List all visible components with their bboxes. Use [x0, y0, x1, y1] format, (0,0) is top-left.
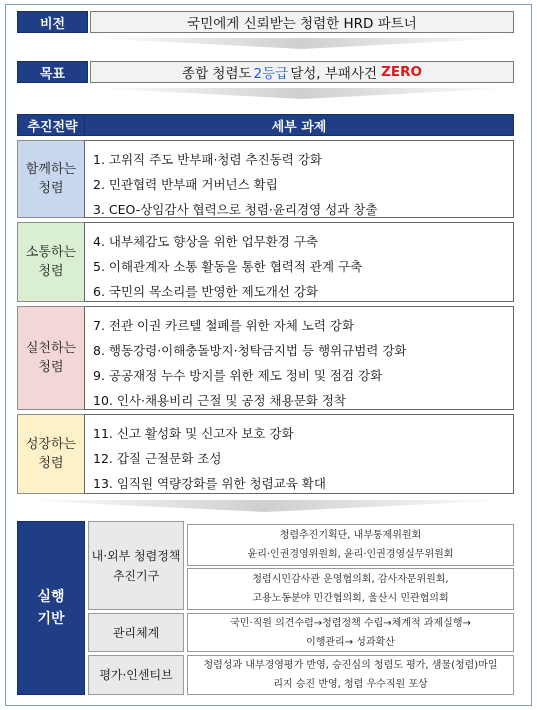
info-line: 청렴추진기획단, 내부통제위원회 [279, 530, 422, 541]
separator-1 [90, 36, 514, 50]
foundation-label-line1: 실행 [37, 589, 65, 605]
vision-text: 국민에게 신뢰받는 청렴한 HRD 파트너 [90, 11, 514, 33]
strategy-header: 추진전략 [17, 114, 88, 136]
strategy-grow-tasks [84, 414, 514, 494]
sub-label-line1: 관리체계 [112, 625, 160, 640]
strategy-together-tasks [84, 140, 514, 218]
strategy-label-line1: 소통하는 [25, 245, 77, 260]
sub-label-line1: 내·외부 청렴정책 [91, 548, 181, 563]
goal-text-before: 종합 청렴도 [182, 66, 252, 82]
task-item: 6. 국민의 목소리를 반영한 제도개선 강화 [93, 284, 318, 299]
strategy-label-line2: 청렴 [38, 456, 64, 471]
goal-label: 목표 [17, 61, 88, 83]
strategy-label-line1: 실천하는 [25, 341, 77, 356]
task-item: 7. 전관 이권 카르텔 철폐를 위한 자체 노력 강화 [93, 318, 355, 333]
task-item: 13. 임직원 역량강화를 위한 청렴교육 확대 [93, 476, 326, 491]
vision-label: 비전 [17, 11, 88, 33]
strategy-practice-tasks [84, 306, 514, 410]
strategy-communicate-tasks [84, 222, 514, 302]
task-item: 2. 민관협력 반부패 거버넌스 확립 [93, 177, 278, 192]
foundation-org-label [88, 521, 184, 610]
tasks-header: 세부 과제 [84, 114, 514, 136]
task-item: 3. CEO-상임감사 협력으로 청렴·윤리경영 성과 창출 [93, 202, 378, 217]
info-line: 청렴시민감사관 운영협의회, 감사자문위원회, [252, 574, 449, 585]
strategy-label-line2: 청렴 [38, 264, 64, 279]
task-item: 8. 행동강령·이해충돌방지·청탁금지법 등 행위규범력 강화 [93, 343, 407, 358]
sub-label-line2: 추진기구 [112, 568, 160, 583]
task-item: 9. 공공재정 누수 방지를 위한 제도 정비 및 점검 강화 [93, 368, 383, 383]
strategy-grow-label [17, 414, 85, 494]
foundation-label-line2: 기반 [37, 611, 65, 627]
foundation-org-box-1 [187, 524, 514, 566]
strategy-label-line2: 청렴 [38, 181, 64, 196]
foundation-management-box [187, 613, 514, 652]
separator-2 [90, 86, 514, 100]
task-item: 12. 갑질 근절문화 조성 [93, 451, 222, 466]
foundation-org-box-2 [187, 568, 514, 610]
task-item: 4. 내부체감도 향상을 위한 업무환경 구축 [93, 234, 318, 249]
info-line: 청렴성과 내부경영평가 반영, 승진심의 청렴도 평가, 샘물(청렴)마일 [203, 660, 498, 671]
goal-zero: ZERO [381, 64, 422, 80]
goal-text-middle: 달성, 부패사건 [290, 66, 378, 82]
task-item: 5. 이해관계자 소통 활동을 통한 협력적 관계 구축 [93, 259, 363, 274]
info-line: 리지 승진 반영, 청렴 우수직원 포상 [273, 679, 428, 690]
task-item: 10. 인사·채용비리 근절 및 공정 채용문화 정착 [93, 393, 346, 408]
info-line: 윤리·인권경영위원회, 윤리·인권경영실무위원회 [247, 549, 454, 560]
info-line: 이행관리→ 성과확산 [306, 636, 395, 648]
task-item: 11. 신고 활성화 및 신고자 보호 강화 [93, 426, 294, 441]
strategy-practice-label [17, 306, 85, 410]
sub-label-line1: 평가·인센티브 [99, 668, 173, 682]
strategy-label-line1: 함께하는 [25, 162, 77, 177]
info-line: 고용노동분야 민간협의회, 울산시 민관협의회 [252, 593, 449, 604]
goal-grade: 2등급 [253, 66, 289, 82]
goal-text [90, 61, 514, 83]
task-item: 1. 고위직 주도 반부패·청렴 추진동력 강화 [93, 152, 322, 167]
foundation-label [17, 521, 85, 695]
strategy-together-label [17, 140, 85, 218]
strategy-label-line2: 청렴 [38, 360, 64, 375]
foundation-management-label [88, 613, 184, 652]
strategy-communicate-label [17, 222, 85, 302]
strategy-label-line1: 성장하는 [25, 437, 77, 452]
foundation-incentive-box [187, 655, 514, 695]
separator-3 [17, 497, 514, 513]
info-line: 국민·직원 의견수렴→청렴정책 수립→체계적 과제실행→ [230, 617, 471, 629]
foundation-incentive-label [88, 655, 184, 695]
